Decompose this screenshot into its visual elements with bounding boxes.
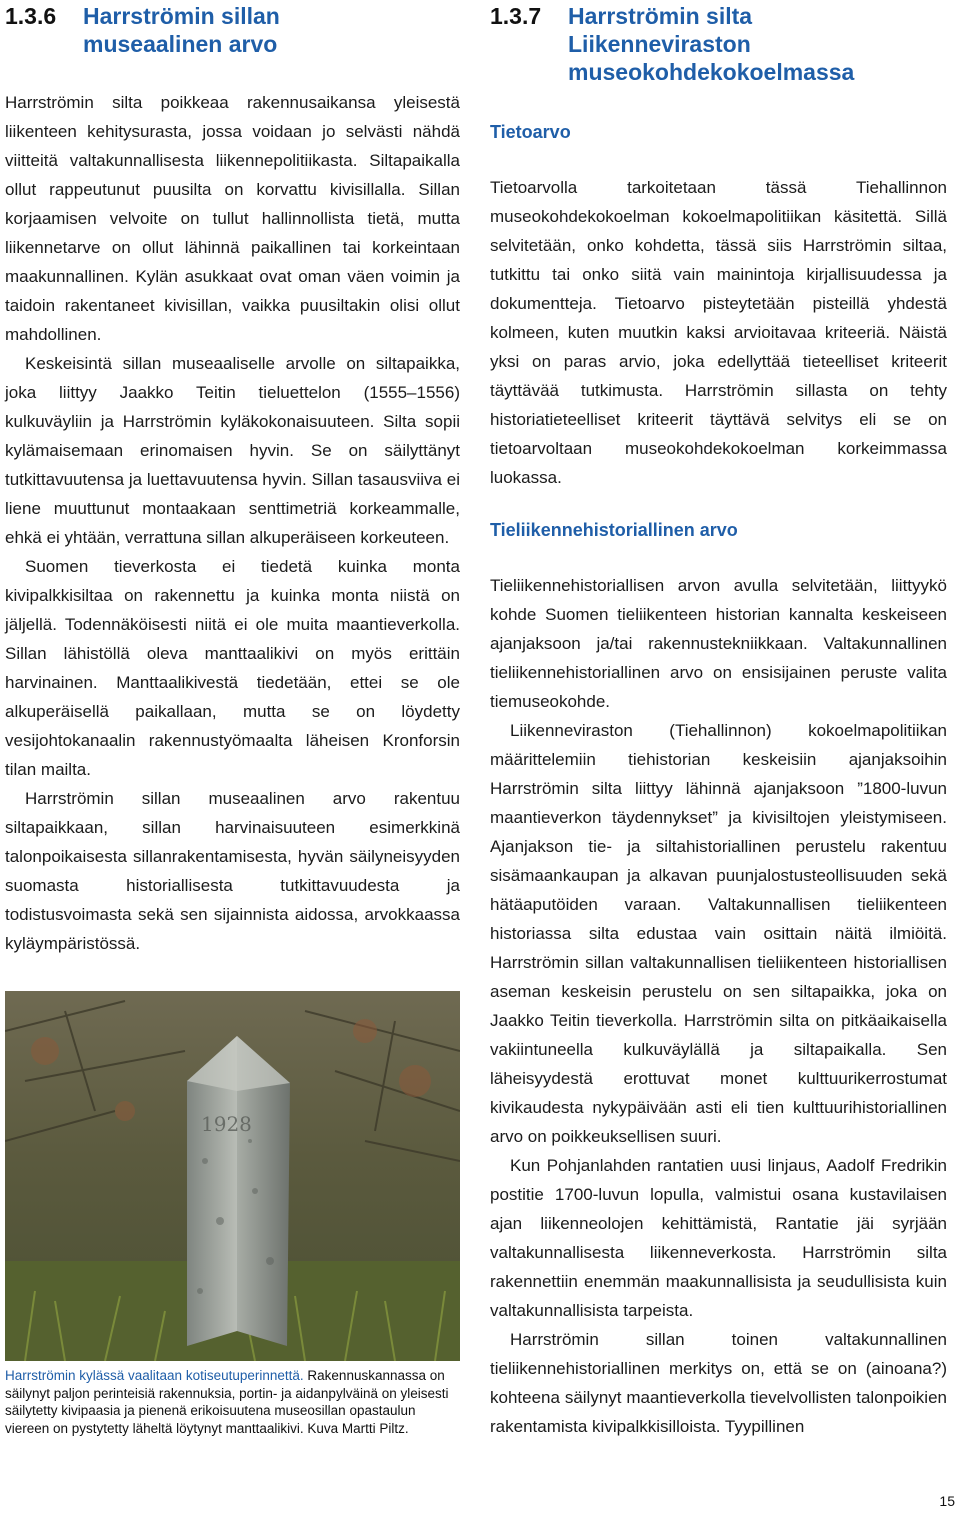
milestone-photo: [5, 991, 460, 1361]
paragraph: Keskeisintä sillan museaaliselle arvolle on siltapaikka, joka liittyy Jaakko Teitin tieluettelon (1555–1556) kulkuväyliin ja Harrströmin kyläkokonaisuuteen. Silta sopii kylämaisemaan erinomaisen hyvin. Se on säilyttänyt tutkittavuutensa ja luettavuutensa hyvin. Sillan tasausviiva ei liene muuttunut montaakaan senttimetriä korkeammalle, ehkä ei yhtään, verrattuna sillan alkuperäiseen korkeuteen.: [5, 354, 460, 547]
paragraph: Suomen tieverkosta ei tiedetä kuinka monta kivipalkkisiltaa on rakennettu ja kuinka monta niistä on jäljellä. Todennäköisesti niitä ei ole muita maantieverkolla. Sillan lähistöllä oleva manttaalikivi on myös erittäin harvinainen. Manttaalikivestä tiedetään, ettei se ole alkuperäisellä paikallaan, mutta se on löydetty vesijohtokanaalin rakennustyömaalta läheisen Kronforsin tilan mailta.: [5, 557, 460, 779]
subheading-tieliikennehistoriallinen-arvo: Tieliikennehistoriallinen arvo: [490, 520, 738, 540]
section-title: Harrströmin silta Liikenneviraston museokohdekokoelmassa: [568, 3, 855, 85]
photo-caption: Harrströmin kylässä vaalitaan kotiseutuperinnettä. Rakennuskannassa on säilynyt paljon perinteisiä rakennuksia, portin- ja aidanpylväinä on yleisesti säilytetty kivipaasia ja pienenä erikoisuutena museosillan opastaulun viereen on pystytetty läheltä löytynyt manttaalikivi. Kuva Martti Piltz.: [5, 1368, 449, 1436]
right-column: [490, 0, 947, 1441]
subheading-tietoarvo: Tietoarvo: [490, 122, 571, 142]
section-title: Harrströmin sillan museaalinen arvo: [83, 3, 280, 57]
paragraph: Kun Pohjanlahden rantatien uusi linjaus, Aadolf Fredrikin postitie 1700-luvun lopulla, valmistui osana kustavilaisen ajan liikenneolojen kehittämistä, Rantatie jäi syrjään valtakunnallisesta liikenneverkosta. Harrströmin silta rakennettiin enemmän maakunnallisista ja seudullisista kuin valtakunnallisista tarpeista.: [490, 1156, 947, 1320]
section-number: 1.3.6: [5, 3, 57, 29]
left-column: [5, 0, 460, 958]
section-heading-136: [5, 2, 460, 58]
paragraph: Tietoarvolla tarkoitetaan tässä Tiehallinnon museokohdekokoelman kokoelmapolitiikan käsitettä. Sillä selvitetään, onko kohdetta, tässä siis Harrströmin siltaa, tutkittu tai onko siitä vain mainintoja kirjallisuudessa ja dokumentteja. Tietoarvo pisteytetään pisteillä yhdestä kolmeen, kuten muutkin kaksi arvioitavaa kriteeriä. Näistä yksi on paras arvio, joka edellyttää tieteelliset kriteerit täyttävää tutkimusta. Harrströmin sillasta on tehty historiatieteelliset kriteerit täyttävä selvitys eli se on tietoarvoltaan museokohdekokoelman korkeimmassa luokassa.: [490, 178, 947, 487]
paragraph: Harrströmin sillan museaalinen arvo rakentuu siltapaikkaan, sillan harvinaisuuteen esimerkkinä talonpoikaisesta sillanrakentamisesta, hyvän säilyneisyyden suomasta historiallisesta tutkittavuudesta ja todistusvoimasta sekä sen sijainnista aidossa, arvokkaassa kyläympäristössä.: [5, 789, 460, 953]
paragraph: Liikenneviraston (Tiehallinnon) kokoelmapolitiikan määrittelemiin tiehistorian keskeisiin ajanjaksoihin Harrströmin silta liittyy lähinnä ajanjaksoon ”1800-luvun maantieverkon täydennykset” ja kivisiltojen yleistymiseen. Ajanjakson tie- ja siltahistoriallinen perustelu rakentuu sisämaankaupan ja alkavan puunjalostusteollisuuden sekä hätäaputöiden varaan. Valtakunnallisen tieliikenteen historiassa silta edustaa vain osittain näitä ilmiöitä. Harrströmin sillan valtakunnallisen tieliikenteen historiallisen aseman keskeisin perustelu on sen siltapaikka, joka on Jaakko Teitin tieverkolla. Harrströmin silta on pitkäaikaisella vakiintuneella kulkuväylällä ja siltapaikalla. Sen läheisyydestä erottuvat monet kulttuurikerrostumat kivikaudesta nykypäivään asti eli tien kulttuurihistoriallinen arvo on poikkeuksellisen suuri.: [490, 721, 947, 1146]
section-number: 1.3.7: [490, 3, 542, 29]
paragraph: Tieliikennehistoriallisen arvon avulla selvitetään, liittyykö kohde Suomen tieliikenteen historian kannalta keskeiseen ajanjaksoon ja/tai rakennustekniikkaan. Valtakunnallinen tieliikennehistoriallinen arvo on ensisijainen peruste valita tiemuseokohde.: [490, 576, 947, 711]
paragraph: Harrströmin sillan toinen valtakunnallinen tieliikennehistoriallinen merkitys on, että se on (ainoana?) kohteena säilynyt maantieverkolla tievelvollisten talonpoikien rakentamista kivipalkkisilloista. Tyypillinen: [490, 1330, 947, 1436]
page-number: 15: [939, 1493, 955, 1509]
section-heading-137: [490, 2, 947, 86]
paragraph: Harrströmin silta poikkeaa rakennusaikansa yleisestä liikenteen kehitysurasta, jossa voidaan jo selvästi nähdä viitteitä valtakunnallisesta liikennepolitiikasta. Siltapaikalla ollut rappeutunut puusilta on korvattu kivisillalla. Sillan korjaamisen velvoite on tullut hallinnollista tietä, mutta liikennetarve on ollut lähinnä paikallinen tai korkeintaan maakunnallinen. Kylän asukkaat ovat oman väen voimin ja taidoin rakentaneet kivisillan, vaikka puusiltakin olisi ollut mahdollinen.: [5, 93, 460, 344]
carved-year: 1928: [201, 1112, 252, 1136]
